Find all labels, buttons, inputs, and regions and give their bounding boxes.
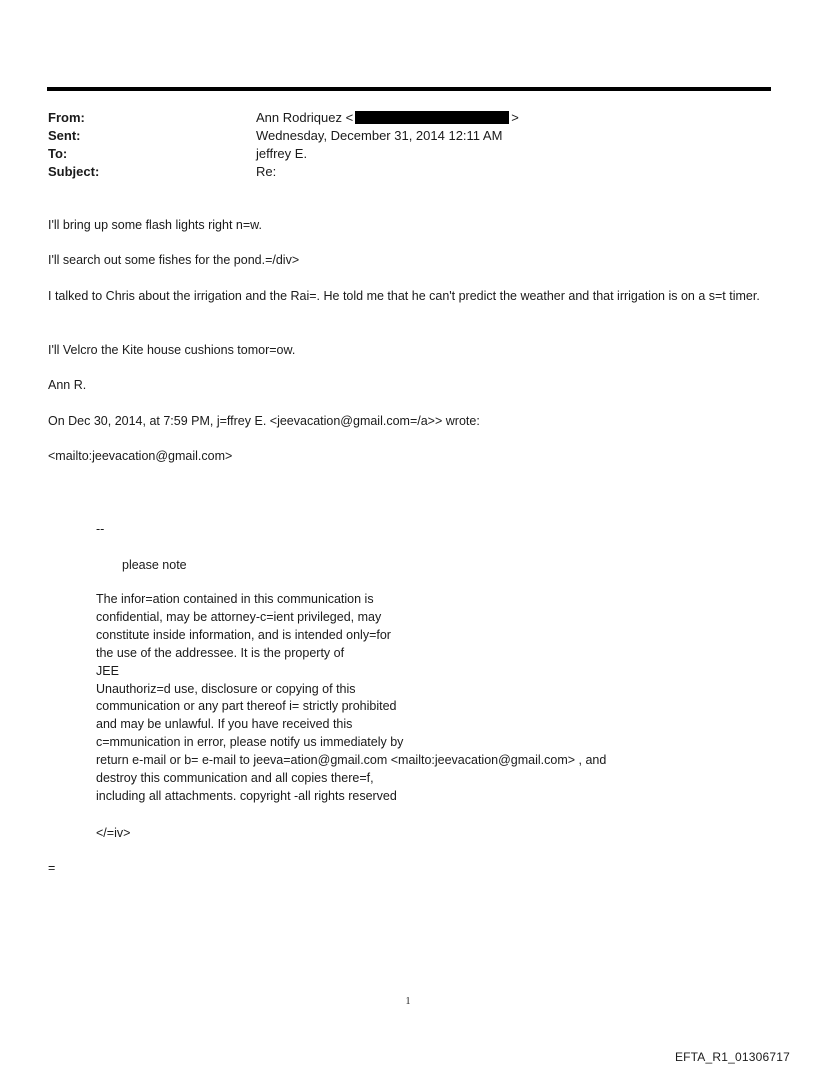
redaction-box bbox=[355, 111, 509, 124]
notice-line: c=mmunication in error, please notify us immediately by bbox=[96, 735, 404, 750]
to-value: jeffrey E. bbox=[256, 146, 308, 161]
notice-line: including all attachments. copyright -all rights reserved bbox=[96, 788, 397, 803]
confidentiality-notice bbox=[96, 591, 606, 806]
from-name: Ann Rodriquez < bbox=[256, 110, 354, 125]
subject-label: Subject: bbox=[48, 164, 100, 179]
notice-line: return e-mail or b= e-mail to jeeva=ation@gmail.com <mailto:jeevacation@gmail.com> , and bbox=[96, 753, 607, 768]
notice-line: and may be unlawful. If you have received this bbox=[96, 717, 353, 732]
page-number: 1 bbox=[405, 996, 411, 1007]
body-paragraph-1: I'll bring up some flash lights right n=w. bbox=[48, 218, 262, 232]
header-divider bbox=[47, 87, 771, 91]
please-note: please note bbox=[122, 558, 187, 572]
email-header bbox=[48, 109, 748, 181]
from-label: From: bbox=[48, 110, 85, 125]
sent-label: Sent: bbox=[48, 128, 81, 143]
from-value bbox=[256, 109, 519, 127]
body-paragraph-4: I'll Velcro the Kite house cushions tomor=ow. bbox=[48, 343, 296, 357]
closing-tag: </=iv> bbox=[96, 826, 131, 840]
notice-line: JEE bbox=[96, 663, 119, 678]
trailing-equals: = bbox=[48, 861, 56, 875]
to-label: To: bbox=[48, 146, 68, 161]
body-paragraph-2: I'll search out some fishes for the pond.=/div> bbox=[48, 253, 300, 267]
body-paragraph-3: I talked to Chris about the irrigation and the Rai=. He told me that he can't predict the weather and that irrigation is on a s=t timer. bbox=[48, 289, 760, 303]
from-row bbox=[48, 109, 748, 127]
notice-line: constitute inside information, and is intended only=for bbox=[96, 627, 391, 642]
quoted-attribution: On Dec 30, 2014, at 7:59 PM, j=ffrey E. <jeevacation@gmail.com=/a>> wrote: bbox=[48, 414, 480, 428]
notice-line: confidential, may be attorney-c=ient privileged, may bbox=[96, 609, 382, 624]
signature-dashes: -- bbox=[96, 522, 105, 536]
body-signoff: Ann R. bbox=[48, 378, 87, 392]
notice-line: The infor=ation contained in this communication is bbox=[96, 592, 374, 606]
notice-line: the use of the addressee. It is the property of bbox=[96, 645, 345, 660]
from-name-suffix: > bbox=[511, 110, 519, 125]
document-id: EFTA_R1_01306717 bbox=[674, 1050, 790, 1064]
sent-value: Wednesday, December 31, 2014 12:11 AM bbox=[256, 128, 503, 143]
to-row bbox=[48, 145, 748, 163]
subject-value: Re: bbox=[256, 164, 277, 179]
notice-line: destroy this communication and all copies there=f, bbox=[96, 771, 374, 786]
mailto-link: <mailto:jeevacation@gmail.com> bbox=[48, 449, 233, 463]
notice-line: communication or any part thereof i= strictly prohibited bbox=[96, 699, 397, 714]
sent-row bbox=[48, 127, 748, 145]
notice-line: Unauthoriz=d use, disclosure or copying of this bbox=[96, 681, 356, 696]
subject-row bbox=[48, 163, 748, 181]
